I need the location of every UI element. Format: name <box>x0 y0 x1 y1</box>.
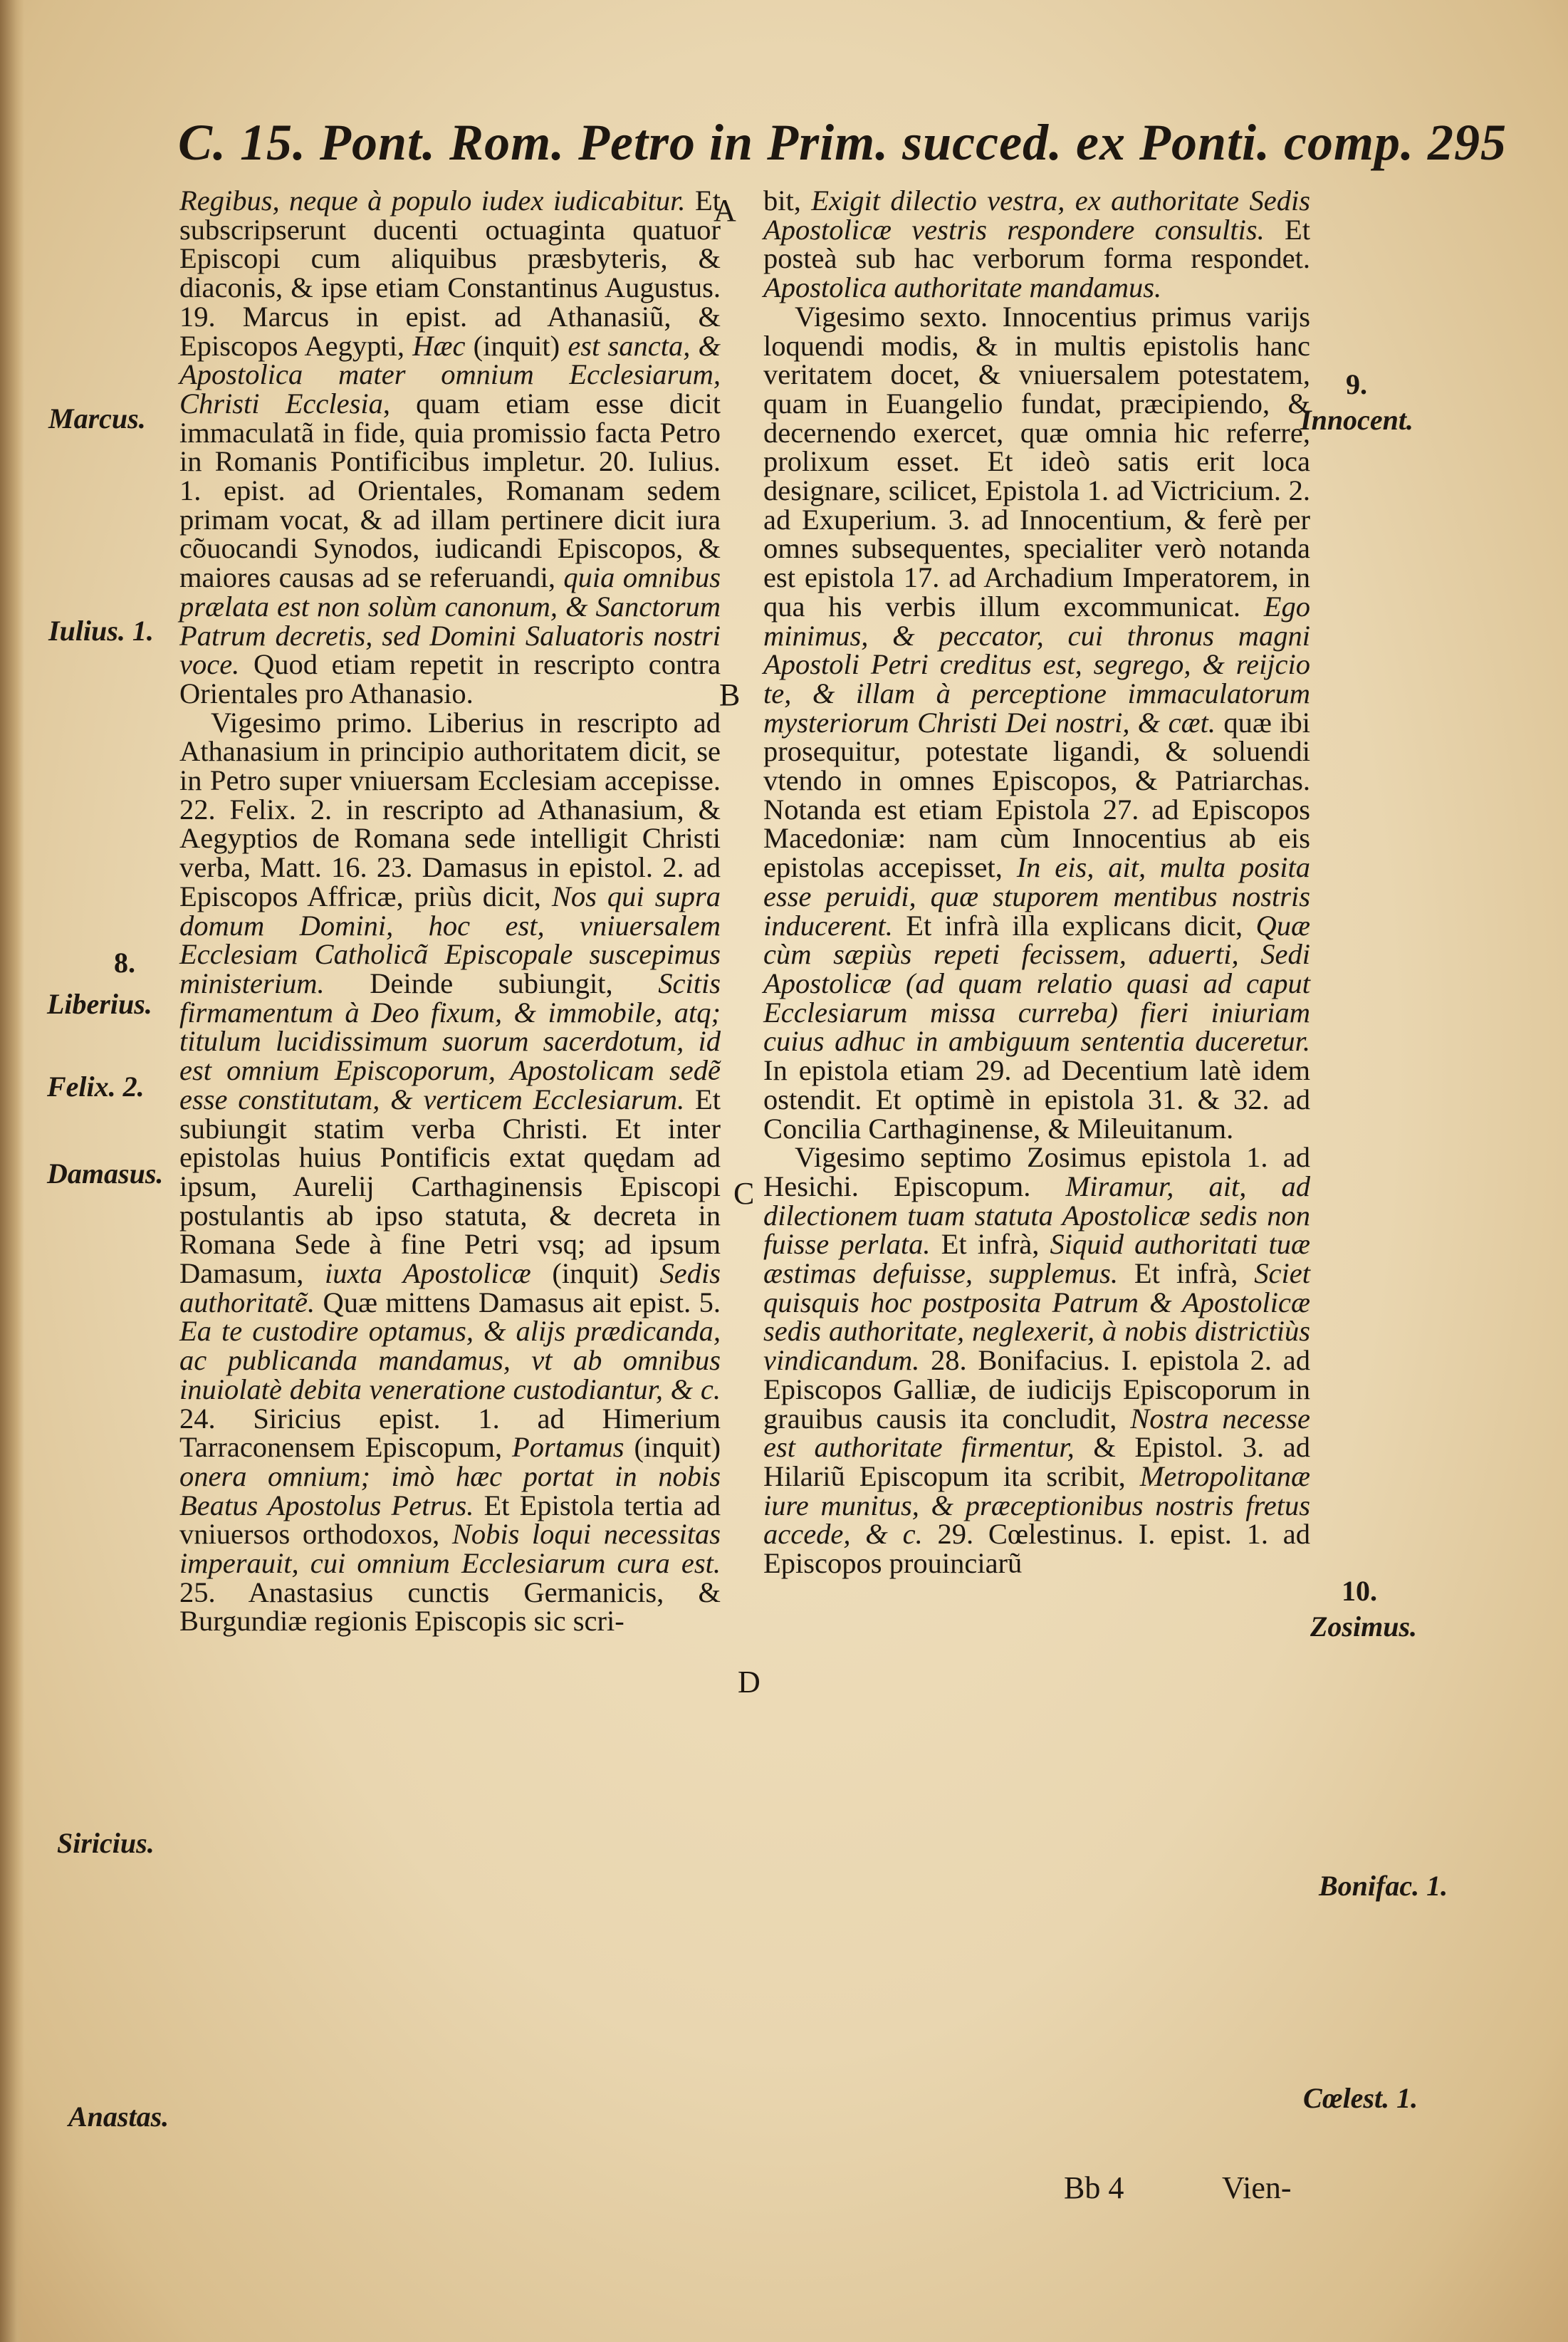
section-marker-b: B <box>719 677 741 712</box>
text-run: Et posteà sub hac verborum forma respondet. <box>763 213 1310 275</box>
margin-note-siricius: Siricius. <box>57 1827 155 1859</box>
margin-note-coelestinus: Cœlest. 1. <box>1303 2082 1418 2114</box>
italic-quotation: iuxta Apostolicæ <box>324 1257 531 1290</box>
text-run: In epistola etiam 29. ad Decentium latè idem ostendit. Et optimè in epistola 31. & 32. ad Concilia Carthaginense, & Mileuitanum. <box>763 1054 1310 1145</box>
margin-note-liberius: Liberius. <box>47 988 152 1020</box>
margin-note-anastasius: Anastas. <box>68 2101 169 2133</box>
italic-quotation: Ego minimus, & peccator, cui thronus magni Apostoli Petri creditus est, segrego, & reijcio te, & illam à perceptione immaculatorum mysteriorum Christi Dei nostri, & cæt. <box>763 590 1310 739</box>
paragraph <box>763 184 1310 304</box>
text-run: Quæ mittens Damasus ait epist. 5. <box>315 1286 721 1318</box>
italic-quotation: Metropolitanæ iure munitus, & præceptionibus nostris fretus accede, & c. <box>763 1459 1310 1551</box>
margin-note-iulius: Iulius. 1. <box>48 615 154 647</box>
italic-quotation: Nos qui supra domum Domini, hoc est, vniuersalem Ecclesiam Catholicã Episcopale suscepimus ministerium. <box>179 880 721 999</box>
text-run: (inquit) <box>465 329 568 362</box>
margin-note-innocentius: Innocent. <box>1300 404 1413 436</box>
text-run: (inquit) <box>530 1257 660 1290</box>
text-run: Et infrà, <box>1118 1257 1255 1290</box>
right-column <box>763 184 1311 1580</box>
text-run: Vigesimo septimo Zosimus epistola 1. ad Hesichi. Episcopum. <box>763 1141 1310 1202</box>
text-run: (inquit) <box>624 1431 721 1464</box>
italic-quotation: Apostolica authoritate mandamus. <box>763 271 1162 304</box>
text-run: Et subiungit statim verba Christi. Et inter epistolas huius Pontificis extat quędam ad ipsum, Aurelij Carthaginensis Episcopi postulantis ab ipso statuta, & decreta in Romana Sede à fine Petri vsq; ad ipsum Damasum, <box>179 1083 721 1290</box>
left-column <box>179 184 721 1638</box>
margin-note-felix: Felix. 2. <box>47 1071 145 1103</box>
italic-quotation: quia omnibus prælata est non solùm canonum, & Sanctorum Patrum decretis, sed Domini Saluatoris nostri voce. <box>179 561 721 681</box>
italic-quotation: Regibus, neque à populo iudex iudicabitur. <box>179 184 686 217</box>
signature-mark: Bb 4 <box>1064 2170 1124 2205</box>
italic-quotation: Nobis loqui necessitas imperauit, cui omnium Ecclesiarum cura est. <box>179 1518 721 1580</box>
margin-note-number-9: 9. <box>1346 368 1367 400</box>
margin-note-number-10: 10. <box>1342 1575 1377 1607</box>
text-run: 29. Cœlestinus. I. epist. 1. ad Episcopos prouinciarũ <box>763 1518 1310 1580</box>
italic-quotation: In eis, ait, multa posita esse peruidi, quæ stuporem mentibus nostris inducerent. <box>763 851 1311 942</box>
catchword: Vien- <box>1222 2170 1292 2205</box>
text-run: quæ ibi prosequitur, potestate ligandi, & soluendi vtendo in omnes Episcopos, & Patriarchas. Notanda est etiam Epistola 27. ad Episcopos Macedoniæ: nam cùm Innocentius ab eis epistolas accepisset, <box>763 706 1310 884</box>
paragraph <box>179 706 721 1638</box>
text-run: Quod etiam repetit in rescripto contra Orientales pro Athanasio. <box>179 648 721 709</box>
italic-quotation: Nostra necesse est authoritate firmentur, <box>763 1402 1311 1464</box>
paragraph <box>763 1143 1310 1578</box>
italic-quotation: Hæc <box>412 329 466 362</box>
italic-quotation: Miramur, ait, ad dilectionem tuam statuta Apostolicæ sedis non fuisse perlata. <box>763 1170 1310 1261</box>
text-run: Et subscripserunt ducenti octuaginta quatuor Episcopi cum aliquibus præsbyteris, & diaconis, & ipse etiam Constantinus Augustus. 19. Marcus in epist. ad Athanasiũ, & Episcopos Aegypti, <box>179 184 721 362</box>
margin-note-zosimus: Zosimus. <box>1310 1610 1418 1643</box>
paragraph <box>763 300 1311 1145</box>
italic-quotation: Portamus <box>512 1431 624 1464</box>
text-run: & Epistol. 3. ad Hilariũ Episcopum ita scribit, <box>763 1431 1310 1492</box>
margin-note-bonifacius: Bonifac. 1. <box>1319 1870 1448 1902</box>
section-marker-d: D <box>738 1665 761 1700</box>
text-run: , quam etiam esse dicit immaculatã in fide, quia promissio facta Petro in Romanis Pontificibus impletur. 20. Iulius. 1. epist. ad Orientales, Romanam sedem primam vocat, & ad illam pertinere dicit iura cõuocandi Synodos, iudicandi Episcopos, & maiores causas ad se referuandi, <box>179 387 721 594</box>
italic-quotation: Sciet quisquis hoc postposita Patrum & Apostolicæ sedis authoritate, neglexerit, à nobis districtiùs vindicandum. <box>763 1257 1310 1377</box>
italic-quotation: Quæ cùm sæpiùs repeti fecissem, aduerti, Sedi Apostolicæ (ad quam relatio quasi ad caput Ecclesiarum missa curreba) fieri iniuriam cuius adhuc in ambiguum sententia duceretur. <box>763 909 1310 1058</box>
text-run: Vigesimo primo. Liberius in rescripto ad Athanasium in principio authoritatem dicit, se in Petro super vniuersam Ecclesiam accepisse. 22. Felix. 2. in rescripto ad Athanasium, & Aegyptios de Romana sede intelligit Christi verba, Matt. 16. 23. Damasus in epistol. 2. ad Episcopos Affricæ, priùs dicit, <box>179 706 721 912</box>
text-run: bit, <box>763 184 812 217</box>
italic-quotation: Exigit dilectio vestra, ex authoritate Sedis Apostolicæ vestris respondere consultis. <box>763 184 1310 246</box>
text-run: Et Epistola tertia ad vniuersos orthodoxos, <box>179 1489 721 1551</box>
section-marker-a: A <box>714 193 736 228</box>
italic-quotation: onera omnium; imò hæc portat in nobis Beatus Apostolus Petrus. <box>179 1459 721 1521</box>
text-run: 28. Bonifacius. I. epistola 2. ad Episcopos Galliæ, de iudicijs Episcoporum in grauibus causis ita concludit, <box>763 1344 1310 1435</box>
text-run: Vigesimo sexto. Innocentius primus varijs loquendi modis, & in multis epistolis hanc veritatem docet, & vniuersalem potestatem, quam in Euangelio fundat, præcipiendo, & decernendo exercet, quæ omnia hic referre, prolixum esset. Et ideò satis erit loca designare, scilicet, Epistola 1. ad Victricium. 2. ad Exuperium. 3. ad Innocentium, & ferè per omnes subsequentes, specialiter verò notanda est epistola 17. ad Archadium Imperatorem, in qua his verbis illum excommunicat. <box>763 300 1310 623</box>
margin-note-marcus: Marcus. <box>48 402 146 434</box>
paragraph <box>179 184 721 709</box>
italic-quotation: Ea te custodire optamus, & alijs prædicanda, ac publicanda mandamus, vt ab omnibus inuiolatè debita veneratione custodiantur, & c. <box>179 1315 721 1405</box>
page-edge-shadow <box>0 0 24 2342</box>
italic-quotation: Sedis authoritatẽ. <box>179 1257 721 1318</box>
text-run: Et infrà, <box>930 1228 1050 1261</box>
margin-note-damasus: Damasus. <box>47 1157 164 1190</box>
text-run: Deinde subiungit, <box>324 967 659 999</box>
italic-quotation: est sancta, & Apostolica mater omnium Ecclesiarum, Christi Ecclesia <box>179 329 721 420</box>
section-marker-c: C <box>733 1176 755 1211</box>
running-header: C. 15. Pont. Rom. Petro in Prim. succed. ex Ponti. comp. 295 <box>178 114 1507 171</box>
text-run: Et infrà illa explicans dicit, <box>892 909 1256 942</box>
margin-note-number-8: 8. <box>114 947 135 979</box>
italic-quotation: Scitis firmamentum à Deo fixum, & immobile, atq; titulum lucidissimum suorum sacerdotum, id est omnium Episcoporum, Apostolicam sedẽ esse constitutam, & verticem Ecclesiarum. <box>179 967 721 1115</box>
italic-quotation: Siquid authoritati tuæ æstimas defuisse, supplemus. <box>763 1228 1310 1290</box>
text-run: 25. Anastasius cunctis Germanicis, & Burgundiæ regionis Episcopis sic scri- <box>179 1576 721 1638</box>
text-run: 24. Siricius epist. 1. ad Himerium Tarraconensem Episcopum, <box>179 1402 721 1464</box>
